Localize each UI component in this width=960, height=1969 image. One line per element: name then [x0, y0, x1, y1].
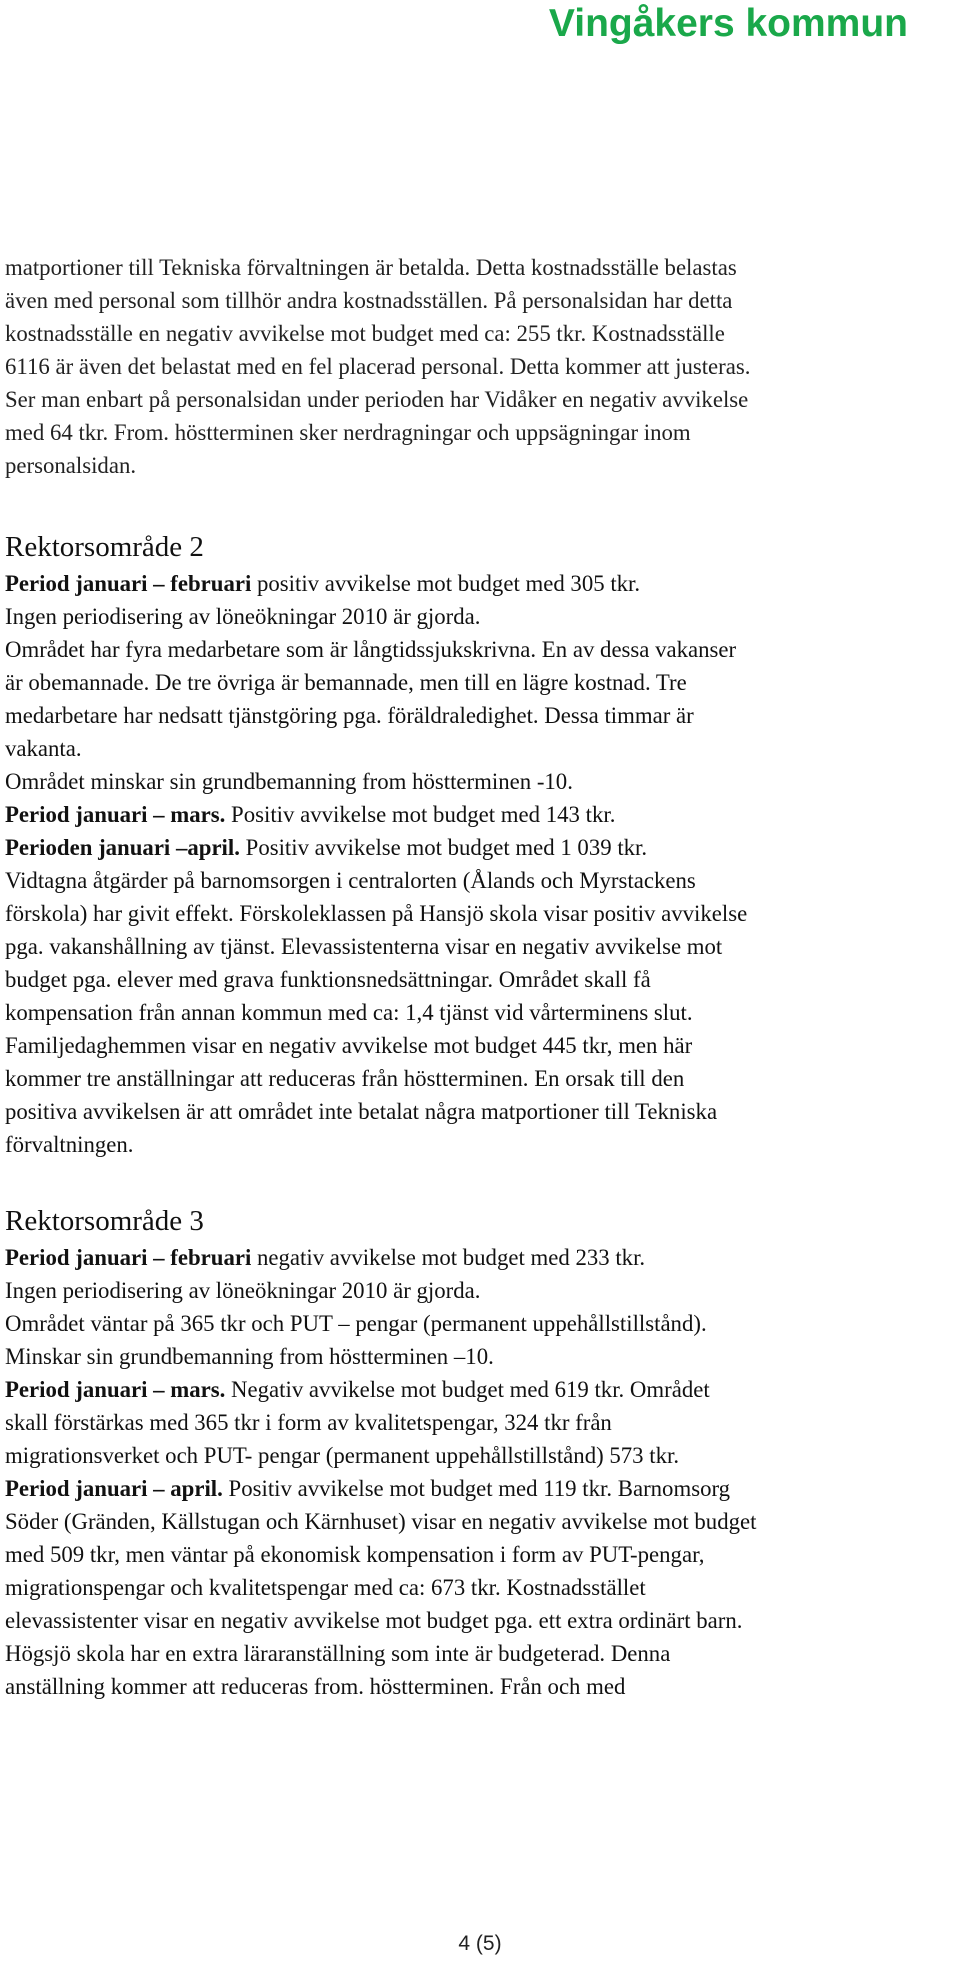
period-label: Period januari – mars.	[5, 802, 226, 827]
page-number: 4 (5)	[458, 1932, 502, 1955]
text-line	[5, 1128, 957, 1161]
line-text: Familjedaghemmen visar en negativ avvikelse mot budget 445 tkr, men här	[5, 1033, 693, 1058]
text-line	[5, 930, 957, 963]
text-line	[5, 1637, 957, 1670]
line-text: Minskar sin grundbemanning from höstterminen –10.	[5, 1344, 494, 1369]
text-line	[5, 897, 957, 930]
line-text: Negativ avvikelse mot budget med 619 tkr. Området	[225, 1377, 710, 1402]
text-line	[5, 1241, 957, 1274]
text-line	[5, 831, 957, 864]
line-text: migrationsverket och PUT- pengar (permanent uppehållstillstånd) 573 tkr.	[5, 1443, 680, 1468]
line-text: negativ avvikelse mot budget med 233 tkr.	[251, 1245, 646, 1270]
period-label: Period januari – februari	[5, 1245, 252, 1270]
line-text: Positiv avvikelse mot budget med 119 tkr. Barnomsorg	[222, 1476, 731, 1501]
text-line: 6116 är även det belastat med en fel placerad personal. Detta kommer att justeras.	[5, 354, 751, 379]
text-line	[5, 1340, 957, 1373]
line-text: budget pga. elever med grava funktionsnedsättningar. Området skall få	[5, 967, 651, 992]
text-line: även med personal som tillhör andra kostnadsställen. På personalsidan har detta	[5, 288, 733, 313]
text-line	[5, 1062, 957, 1095]
text-line	[5, 732, 957, 765]
line-text: Positiv avvikelse mot budget med 1 039 tkr.	[239, 835, 648, 860]
period-label: Period januari – februari	[5, 571, 252, 596]
text-line	[5, 1029, 957, 1062]
text-line	[5, 1095, 957, 1128]
text-line: Ser man enbart på personalsidan under perioden har Vidåker en negativ avvikelse	[5, 387, 749, 412]
line-text: förvaltningen.	[5, 1132, 134, 1157]
text-line: personalsidan.	[5, 453, 137, 478]
section-3-paragraph	[5, 1241, 957, 1703]
line-text: positiv avvikelse mot budget med 305 tkr.	[251, 571, 641, 596]
line-text: Vidtagna åtgärder på barnomsorgen i centralorten (Ålands och Myrstackens	[5, 868, 696, 893]
period-label: Period januari – mars.	[5, 1377, 226, 1402]
document-body	[5, 251, 957, 1703]
page-header	[0, 0, 960, 60]
intro-paragraph	[5, 251, 957, 482]
text-line	[5, 666, 957, 699]
text-line	[5, 765, 957, 798]
period-label: Perioden januari –april.	[5, 835, 240, 860]
line-text: vakanta.	[5, 736, 82, 761]
line-text: Området minskar sin grundbemanning from höstterminen -10.	[5, 769, 573, 794]
line-text: förskola) har givit effekt. Förskoleklassen på Hansjö skola visar positiv avvikelse	[5, 901, 748, 926]
text-line	[5, 864, 957, 897]
line-text: anställning kommer att reduceras from. höstterminen. Från och med	[5, 1674, 626, 1699]
text-line	[5, 963, 957, 996]
line-text: elevassistenter visar en negativ avvikelse mot budget pga. ett extra ordinärt barn.	[5, 1608, 743, 1633]
line-text: pga. vakanshållning av tjänst. Elevassistenterna visar en negativ avvikelse mot	[5, 934, 723, 959]
line-text: Positiv avvikelse mot budget med 143 tkr.	[225, 802, 616, 827]
text-line: kostnadsställe en negativ avvikelse mot budget med ca: 255 tkr. Kostnadsställe	[5, 321, 725, 346]
text-line	[5, 1274, 957, 1307]
text-line	[5, 1571, 957, 1604]
period-label: Period januari – april.	[5, 1476, 223, 1501]
text-line	[5, 567, 957, 600]
text-line	[5, 633, 957, 666]
line-text: skall förstärkas med 365 tkr i form av kvalitetspengar, 324 tkr från	[5, 1410, 612, 1435]
text-line	[5, 1472, 957, 1505]
text-line	[5, 1538, 957, 1571]
line-text: Ingen periodisering av löneökningar 2010 är gjorda.	[5, 1278, 481, 1303]
section-2-paragraph	[5, 567, 957, 1161]
municipality-logo: Vingåkers kommun	[548, 2, 908, 45]
line-text: Högsjö skola har en extra läraranställning som inte är budgeterad. Denna	[5, 1641, 671, 1666]
text-line	[5, 1406, 957, 1439]
line-text: kompensation från annan kommun med ca: 1,4 tjänst vid vårterminens slut.	[5, 1000, 693, 1025]
line-text: Området har fyra medarbetare som är långtidssjukskrivna. En av dessa vakanser	[5, 637, 737, 662]
text-line	[5, 798, 957, 831]
line-text: Ingen periodisering av löneökningar 2010 är gjorda.	[5, 604, 481, 629]
text-line: matportioner till Tekniska förvaltningen är betalda. Detta kostnadsställe belastas	[5, 255, 737, 280]
line-text: med 509 tkr, men väntar på ekonomisk kompensation i form av PUT-pengar,	[5, 1542, 705, 1567]
text-line	[5, 1373, 957, 1406]
text-line	[5, 1439, 957, 1472]
line-text: Området väntar på 365 tkr och PUT – pengar (permanent uppehållstillstånd).	[5, 1311, 707, 1336]
line-text: Söder (Gränden, Källstugan och Kärnhuset) visar en negativ avvikelse mot budget	[5, 1509, 757, 1534]
line-text: medarbetare har nedsatt tjänstgöring pga. föräldraledighet. Dessa timmar är	[5, 703, 694, 728]
line-text: positiva avvikelsen är att området inte betalat några matportioner till Tekniska	[5, 1099, 718, 1124]
line-text: migrationspengar och kvalitetspengar med ca: 673 tkr. Kostnadsstället	[5, 1575, 646, 1600]
text-line	[5, 699, 957, 732]
section-heading-rektorsomrade-3: Rektorsområde 3	[5, 1205, 204, 1237]
text-line	[5, 1604, 957, 1637]
text-line	[5, 1307, 957, 1340]
text-line: med 64 tkr. From. höstterminen sker nerdragningar och uppsägningar inom	[5, 420, 691, 445]
text-line	[5, 996, 957, 1029]
text-line	[5, 1670, 957, 1703]
section-heading-rektorsomrade-2: Rektorsområde 2	[5, 531, 204, 563]
text-line	[5, 1505, 957, 1538]
line-text: kommer tre anställningar att reduceras från höstterminen. En orsak till den	[5, 1066, 685, 1091]
text-line	[5, 600, 957, 633]
line-text: är obemannade. De tre övriga är bemannade, men till en lägre kostnad. Tre	[5, 670, 687, 695]
